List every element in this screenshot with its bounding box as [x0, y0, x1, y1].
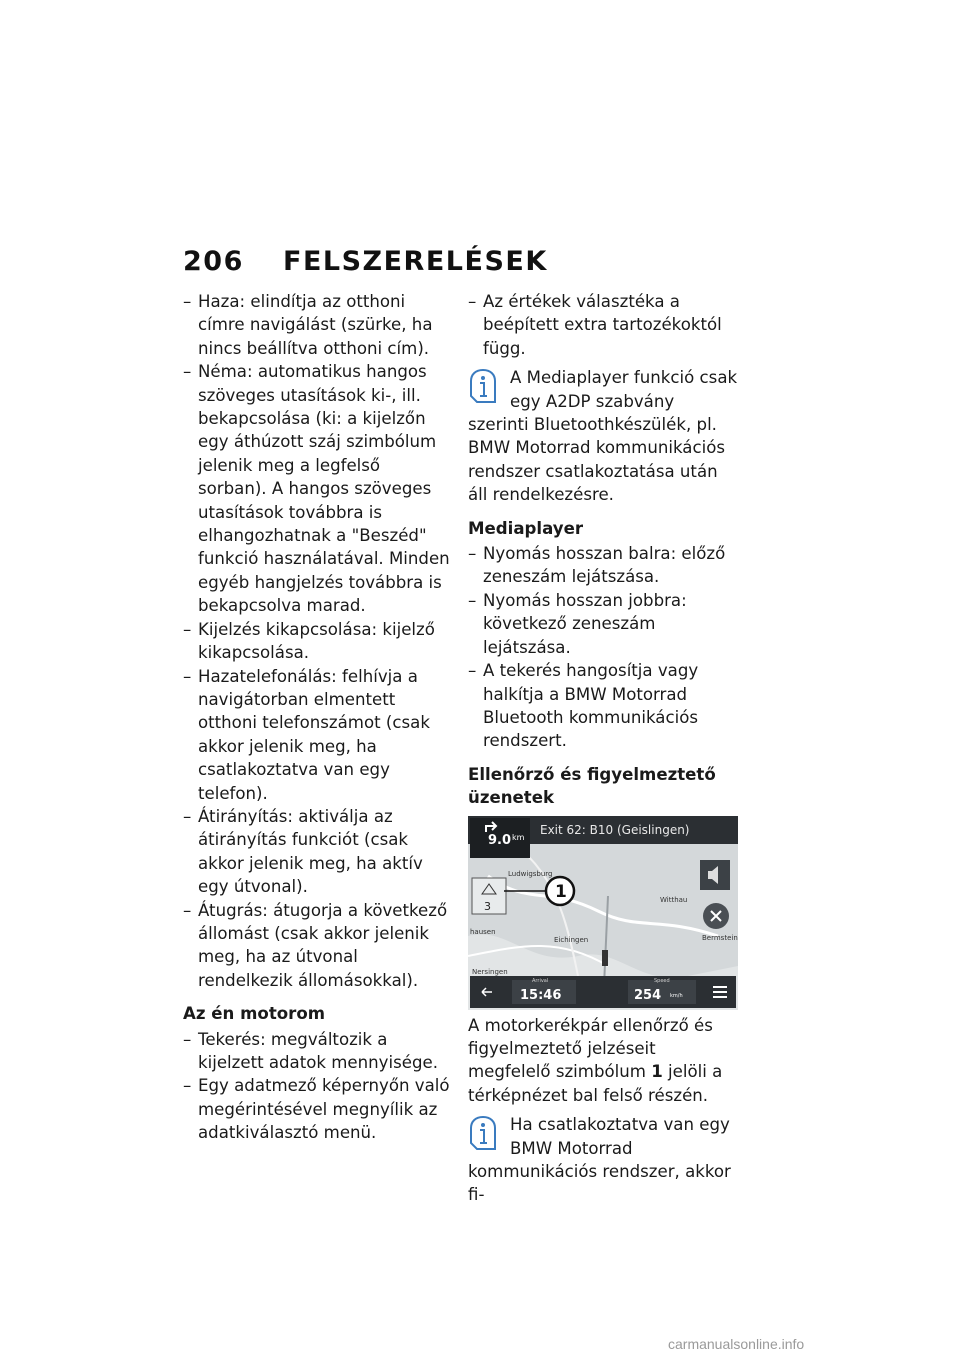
list-item-text: Nyomás hosszan jobbra: következő zeneszám lejátszása. — [483, 590, 687, 657]
list-item: – Haza: elindítja az otthoni címre navigálást (szürke, ha nincs beállítva otthoni cím). — [183, 290, 453, 360]
exit-text: Exit 62: B10 (Geislingen) — [540, 822, 690, 837]
speed-label: Speed — [654, 977, 670, 984]
list-item: – Néma: automatikus hangos szöveges utasítások ki-, ill. bekapcsolása (ki: a kijelzőn egy áthúzott száj szimbólum jelenik meg a legfelső sorban). A hangos szöveges utasítások továbbra is elhangozhatnak a "Beszéd" funkció használatával. Minden egyéb hangjelzés továbbra is bekapcsolva marad. — [183, 360, 453, 617]
list-item: – Nyomás hosszan balra: előző zeneszám lejátszása. — [468, 542, 740, 589]
arrival-time: 15:46 — [520, 987, 562, 1003]
list-item: – Nyomás hosszan jobbra: következő zeneszám lejátszása. — [468, 589, 740, 659]
list-item-text: Az értékek választéka a beépített extra tartozékoktól függ. — [483, 292, 722, 358]
page-title: FELSZERELÉSEK — [283, 246, 548, 277]
navigation-screenshot — [468, 816, 738, 1010]
place-label: Ludwigsburg — [508, 869, 553, 878]
list-item: – Egy adatmező képernyőn való megérintésével megnyílik az adatkiválasztó menü. — [183, 1074, 453, 1144]
info-icon — [468, 1115, 502, 1153]
list-item: – Az értékek választéka a beépített extra tartozékoktól függ. — [468, 290, 740, 360]
distance-unit: km — [512, 832, 525, 842]
note-text: Ha csatlakoztatva van egy BMW Motorrad kommunikációs rendszer, akkor fi- — [468, 1115, 731, 1205]
distance-value: 9.0 — [488, 832, 512, 848]
list-item: – Átugrás: átugorja a következő állomást (csak akkor jelenik meg, ha az útvonal rendelkezik állomásokkal). — [183, 899, 453, 993]
list-item: – Kijelzés kikapcsolása: kijelző kikapcsolása. — [183, 618, 453, 665]
list-item-text: Hazatelefonálás: felhívja a navigátorban elmentett otthoni telefonszámot (csak akkor jelenik meg, ha csatlakoztatva van egy telefon). — [198, 666, 430, 803]
list-item: – Átirányítás: aktiválja az átirányítás funkciót (csak akkor jelenik meg, ha aktív egy útvonal). — [183, 805, 453, 899]
page-header — [183, 246, 743, 282]
speed-unit: km/h — [670, 992, 683, 999]
list-item-text: Néma: automatikus hangos szöveges utasítások ki-, ill. bekapcsolása (ki: a kijelzőn egy áthúzott száj szimbólum jelenik meg a legfelső sorban). A hangos szöveges utasítások továbbra is elhangozhatnak a "Beszéd" funkció használatával. Minden egyéb hangjelzés továbbra is bekapcsolva marad. — [198, 362, 450, 616]
callout-label: 1 — [555, 881, 567, 902]
list-item-text: Egy adatmező képernyőn való megérintésével megnyílik az adatkiválasztó menü. — [198, 1076, 450, 1143]
list-item-text: Kijelzés kikapcsolása: kijelző kikapcsolása. — [198, 619, 435, 663]
place-label: Nersingen — [472, 967, 508, 976]
note-text: A Mediaplayer funkció csak egy A2DP szabvány szerinti Bluetoothkészülék, pl. BMW Motorrad kommunikációs rendszer csatlakoztatása után áll rendelkezésre. — [468, 368, 738, 505]
list-item-text: Haza: elindítja az otthoni címre navigálást (szürke, ha nincs beállítva otthoni cím). — [198, 292, 433, 358]
info-icon — [468, 368, 502, 406]
section-heading: Az én motorom — [183, 1004, 326, 1024]
description-paragraph: A motorkerékpár ellenőrző és figyelmeztető jelzéseit megfelelő szimbólum 1 jelöli a térképnézet bal felső részén. — [468, 1015, 723, 1105]
arrival-label: Arrival — [532, 977, 549, 984]
warning-count: 3 — [484, 899, 491, 913]
right-column — [468, 290, 740, 1207]
speed-value: 254 — [634, 987, 662, 1003]
section-heading: Ellenőrző és figyelmeztető üzenetek — [468, 764, 716, 808]
callout-number: 1 — [651, 1062, 663, 1082]
list-item-text: Tekerés: megváltozik a kijelzett adatok mennyisége. — [198, 1029, 438, 1072]
list-item-text: A tekerés hangosítja vagy halkítja a BMW Motorrad Bluetooth kommunikációs rendszert. — [483, 661, 699, 751]
list-item-text: Átugrás: átugorja a következő állomást (csak akkor jelenik meg, ha az útvonal rendelkezik állomásokkal). — [198, 900, 448, 990]
list-item: – Tekerés: megváltozik a kijelzett adatok mennyisége. — [183, 1028, 453, 1075]
list-item: – A tekerés hangosítja vagy halkítja a BMW Motorrad Bluetooth kommunikációs rendszert. — [468, 659, 740, 753]
left-column — [183, 290, 453, 1145]
place-label: Bermstein — [702, 933, 738, 942]
info-note — [468, 1113, 740, 1207]
list-item-text: Átirányítás: aktiválja az átirányítás funkciót (csak akkor jelenik meg, ha aktív egy útvonal). — [198, 806, 423, 897]
list-item-text: Nyomás hosszan balra: előző zeneszám lejátszása. — [483, 544, 726, 587]
place-label: Witthau — [660, 895, 688, 904]
section-heading: Mediaplayer — [468, 518, 584, 538]
place-label: Eichingen — [554, 935, 589, 944]
page-number: 206 — [183, 246, 244, 277]
info-note — [468, 366, 740, 506]
place-label: hausen — [470, 927, 496, 936]
watermark[interactable]: carmanualsonline.info — [668, 1336, 805, 1352]
list-item: – Hazatelefonálás: felhívja a navigátorban elmentett otthoni telefonszámot (csak akkor jelenik meg, ha csatlakoztatva van egy telefon). — [183, 665, 453, 805]
